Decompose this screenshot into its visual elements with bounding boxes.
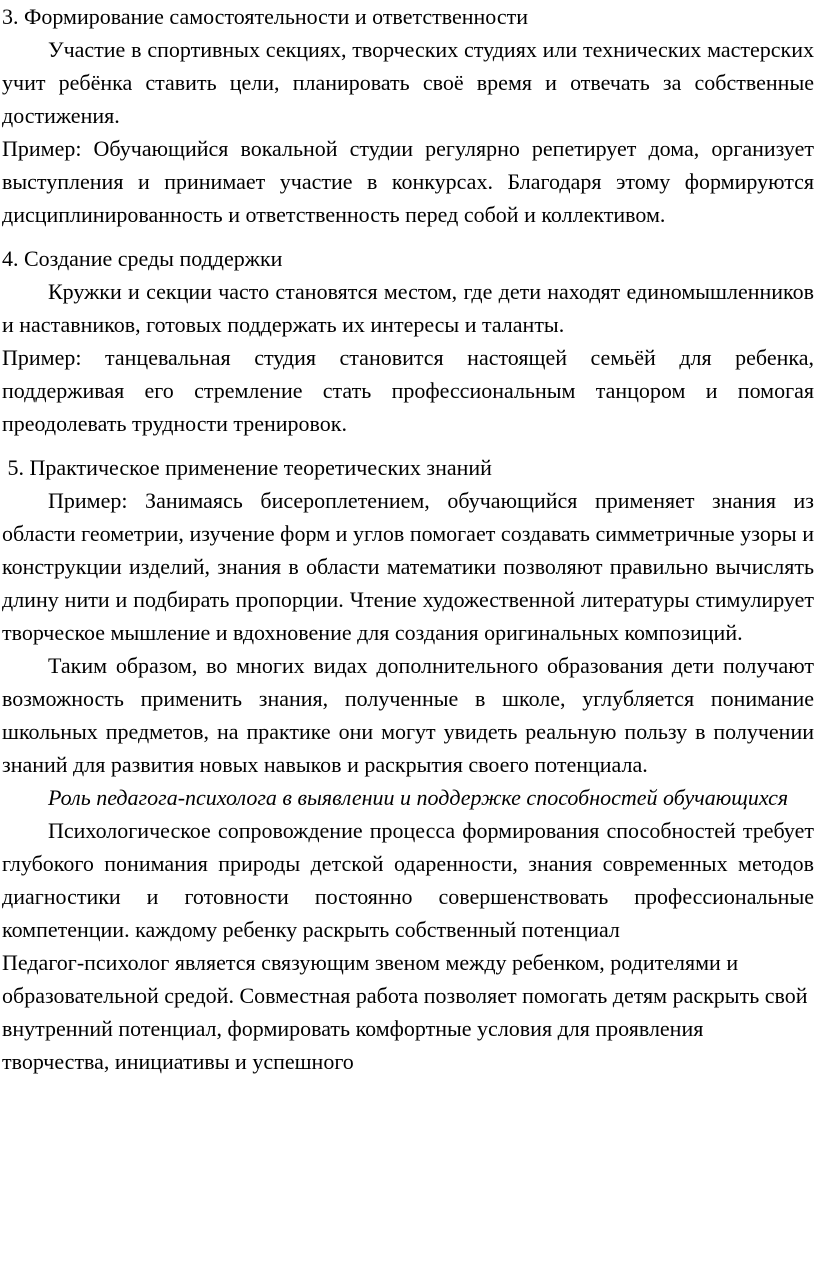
role-section-heading: Роль педагога-психолога в выявлении и поддержке способностей обучающихся [48, 785, 789, 810]
role-section-closing: Педагог-психолог является связующим звеном между ребенком, родителями и образовательной средой. Совместная работа позволяет помогать детям раскрыть свой внутренний потенциал, формировать комфортные условия для проявления творчества, инициативы и успешного [2, 950, 808, 1074]
role-section-paragraph: Психологическое сопровождение процесса формирования способностей требует глубокого понимания природы детской одаренности, знания современных методов диагностики и готовности постоянно совершенствовать профессиональные компетенции. каждому ребенку раскрыть собственный потенциал [2, 818, 814, 942]
section-5-example: Пример: Занимаясь бисероплетением, обучающийся применяет знания из области геометрии, изучение форм и углов помогает создавать симметричные узоры и конструкции изделий, знания в области математики позволяют правильно вычислять длину нити и подбирать пропорции. Чтение художественной литературы стимулирует творческое мышление и вдохновение для создания оригинальных композиций. [2, 488, 814, 645]
document-page [2, 0, 814, 1078]
section-4-paragraph: Кружки и секции часто становятся местом, где дети находят единомышленников и наставников, готовых поддержать их интересы и таланты. [2, 279, 814, 337]
section-4-heading: 4. Создание среды поддержки [2, 246, 283, 271]
section-3-paragraph: Участие в спортивных секциях, творческих студиях или технических мастерских учит ребёнка ставить цели, планировать своё время и отвечать за собственные достижения. [2, 37, 814, 128]
section-3-heading: 3. Формирование самостоятельности и ответственности [2, 4, 528, 29]
spacer [2, 440, 814, 451]
section-3-example: Пример: Обучающийся вокальной студии регулярно репетирует дома, организует выступления и принимает участие в конкурсах. Благодаря этому формируются дисциплинированность и ответственность перед собой и коллективом. [2, 136, 814, 227]
section-5-heading: 5. Практическое применение теоретических знаний [2, 455, 492, 480]
section-5-conclusion: Таким образом, во многих видах дополнительного образования дети получают возможность применить знания, полученные в школе, углубляется понимание школьных предметов, на практике они могут увидеть реальную пользу в получении знаний для развития новых навыков и раскрытия своего потенциала. [2, 653, 814, 777]
spacer [2, 231, 814, 242]
section-4-example: Пример: танцевальная студия становится настоящей семьёй для ребенка, поддерживая его стремление стать профессиональным танцором и помогая преодолевать трудности тренировок. [2, 345, 814, 436]
